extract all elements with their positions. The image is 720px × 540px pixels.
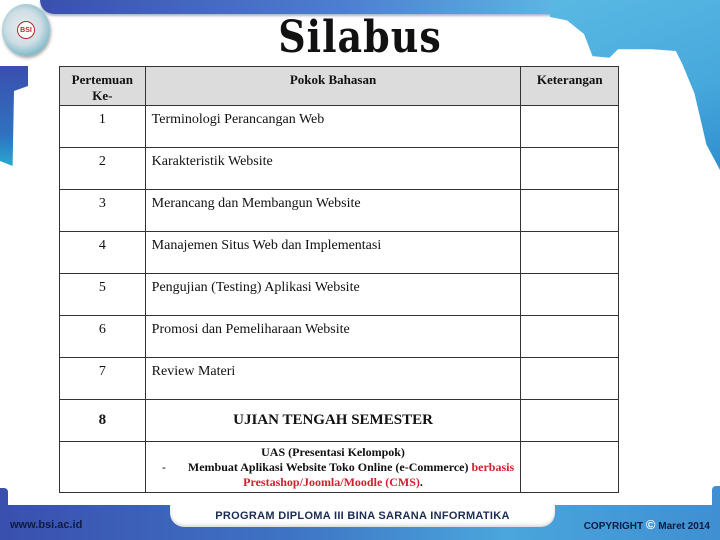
- meeting-number: 4: [60, 232, 146, 274]
- logo-emblem-icon: BSI: [17, 21, 35, 39]
- left-decor-bar: [0, 66, 28, 166]
- note-cell: [521, 190, 619, 232]
- footer-copyright: COPYRIGHT © Maret 2014: [583, 517, 710, 532]
- midterm-label: UJIAN TENGAH SEMESTER: [145, 400, 521, 442]
- bullet-dash: -: [161, 460, 166, 474]
- final-exam-heading: UAS (Presentasi Kelompok): [261, 445, 405, 459]
- topic-cell: Promosi dan Pemeliharaan Website: [145, 316, 521, 358]
- final-exam-cell: [145, 442, 521, 493]
- note-cell: [521, 442, 619, 493]
- final-exam-period: .: [419, 475, 423, 489]
- copyright-icon: ©: [645, 517, 656, 532]
- table-row: [60, 232, 619, 274]
- footer-program-banner: [170, 505, 555, 527]
- header-meeting: Pertemuan Ke-: [60, 67, 146, 106]
- note-cell: [521, 400, 619, 442]
- note-cell: [521, 274, 619, 316]
- footer-website-link[interactable]: www.bsi.ac.id: [10, 519, 83, 531]
- meeting-number: 2: [60, 148, 146, 190]
- table-row: [60, 148, 619, 190]
- header-notes: Keterangan: [521, 67, 619, 106]
- table-row: [60, 190, 619, 232]
- topic-cell: Merancang dan Membangun Website: [145, 190, 521, 232]
- final-exam-highlight-2: Prestashop/Joomla/Moodle (CMS): [243, 475, 420, 489]
- header-topic: Pokok Bahasan: [145, 67, 521, 106]
- final-exam-row: [60, 442, 619, 493]
- note-cell: [521, 358, 619, 400]
- topic-cell: Karakteristik Website: [145, 148, 521, 190]
- final-exam-highlight-1: berbasis: [471, 460, 515, 474]
- topic-cell: Review Materi: [145, 358, 521, 400]
- footer-program: PROGRAM DIPLOMA III BINA SARANA INFORMATIKA: [215, 510, 510, 522]
- meeting-number: 5: [60, 274, 146, 316]
- topic-cell: Manajemen Situs Web dan Implementasi: [145, 232, 521, 274]
- meeting-number: 7: [60, 358, 146, 400]
- note-cell: [521, 316, 619, 358]
- midterm-row: [60, 400, 619, 442]
- meeting-number: 8: [60, 400, 146, 442]
- note-cell: [521, 106, 619, 148]
- note-cell: [521, 232, 619, 274]
- table-header-row: [60, 67, 619, 106]
- note-cell: [521, 148, 619, 190]
- syllabus-table: [59, 66, 619, 493]
- table-row: [60, 358, 619, 400]
- meeting-number: 1: [60, 106, 146, 148]
- final-exam-task: Membuat Aplikasi Website Toko Online (e-Commerce): [187, 460, 472, 474]
- meeting-number: 6: [60, 316, 146, 358]
- meeting-number: [60, 442, 146, 493]
- topic-cell: Terminologi Perancangan Web: [145, 106, 521, 148]
- meeting-number: 3: [60, 190, 146, 232]
- topic-cell: Pengujian (Testing) Aplikasi Website: [145, 274, 521, 316]
- table-row: [60, 316, 619, 358]
- slide-title: Silabus: [278, 10, 442, 63]
- table-row: [60, 106, 619, 148]
- table-row: [60, 274, 619, 316]
